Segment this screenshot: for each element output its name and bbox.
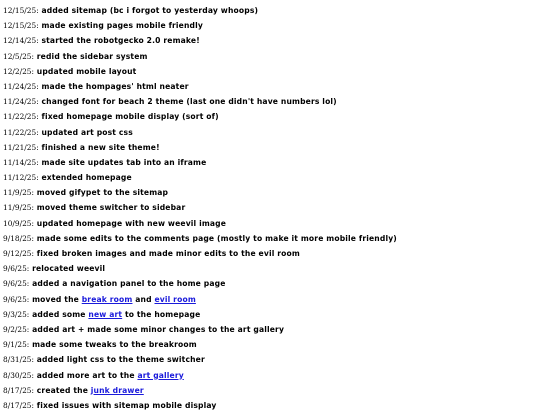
update-date: 12/2/25: [3,66,34,76]
update-text: fixed broken images and made minor edits to the evil room [36,249,300,258]
update-entry [3,200,540,215]
update-entry [3,140,540,155]
update-text: changed font for beach 2 theme (last one didn't have numbers lol) [41,97,337,107]
update-date: 9/18/25: [3,233,34,243]
update-date: 8/17/25: [3,385,34,395]
update-date: 11/24/25: [3,81,39,91]
update-text: added light css to the theme switcher [36,355,205,365]
update-entry [3,246,540,261]
update-date: 9/6/25: [3,264,30,274]
update-text: relocated weevil [32,264,106,274]
update-entry [3,352,540,367]
update-date: 8/31/25: [3,355,34,365]
update-entry [3,216,540,231]
update-date: 9/3/25: [3,309,30,319]
update-date: 8/17/25: [3,400,34,410]
update-text: updated art post css [41,127,133,137]
update-text: created the [36,385,91,395]
update-entry [3,125,540,140]
update-entry [3,33,540,48]
update-date: 11/9/25: [3,188,34,198]
update-text: fixed homepage mobile display (sort of) [41,112,219,122]
update-entry [3,337,540,352]
update-entry [3,307,540,322]
update-date: 11/22/25: [3,112,39,122]
evil-room-link[interactable]: evil room [154,294,196,304]
junk-drawer-link[interactable]: junk drawer [90,385,144,395]
update-date: 12/15/25: [3,21,39,31]
update-date: 11/22/25: [3,127,39,137]
update-entry [3,94,540,109]
update-text: finished a new site theme! [41,142,160,152]
update-date: 9/6/25: [3,279,30,289]
update-date: 11/14/25: [3,157,39,167]
update-text: moved theme switcher to sidebar [36,203,186,213]
update-date: 9/1/25: [3,340,30,350]
update-text: updated mobile layout [36,66,137,76]
update-entry [3,49,540,64]
update-date: 11/24/25: [3,97,39,107]
update-date: 10/9/25: [3,218,34,228]
update-text: made existing pages mobile friendly [41,21,203,31]
update-text: added some [32,309,89,319]
update-entry [3,18,540,33]
update-entry [3,155,540,170]
update-entry [3,185,540,200]
update-text: made site updates tab into an iframe [41,157,207,167]
update-text: made some edits to the comments page (mostly to make it more mobile friendly) [36,233,397,243]
update-text: made some tweaks to the breakroom [32,340,197,350]
update-text: moved gifypet to the sitemap [36,188,169,198]
new-art-link[interactable]: new art [88,309,123,319]
update-text: moved the [32,294,82,304]
update-text: started the robotgecko 2.0 remake! [41,36,200,46]
update-date: 12/14/25: [3,36,39,46]
update-text: and [132,294,155,304]
update-text: updated homepage with new weevil image [36,218,227,228]
update-text: fixed issues with sitemap mobile display [36,400,217,410]
update-text: added more art to the [36,370,138,380]
update-entry [3,276,540,291]
update-date: 11/21/25: [3,142,39,152]
update-text: to the homepage [122,309,201,319]
update-entry [3,292,540,307]
update-date: 12/15/25: [3,6,39,15]
update-entry [3,322,540,337]
update-date: 12/5/25: [3,51,34,61]
update-entry [3,109,540,124]
update-entry [3,368,540,383]
update-date: 9/6/25: [3,294,30,304]
update-date: 8/30/25: [3,370,34,380]
update-date: 11/9/25: [3,203,34,213]
update-entry [3,261,540,276]
update-entry [3,383,540,398]
break-room-link[interactable]: break room [81,294,133,304]
update-entry [3,398,540,413]
update-text: made the hompages' html neater [41,81,189,91]
update-entry [3,3,540,18]
art-gallery-link[interactable]: art gallery [137,370,184,380]
update-text: added a navigation panel to the home page [32,279,226,289]
update-text: extended homepage [41,173,132,183]
update-text: added art + made some minor changes to the art gallery [32,324,285,334]
update-date: 11/12/25: [3,173,39,183]
update-entry [3,79,540,94]
update-text: redid the sidebar system [36,51,148,61]
update-entry [3,231,540,246]
update-text: added sitemap (bc i forgot to yesterday whoops) [41,6,259,15]
update-entry [3,170,540,185]
update-date: 9/12/25: [3,249,34,258]
update-entry [3,64,540,79]
update-date: 9/2/25: [3,324,30,334]
